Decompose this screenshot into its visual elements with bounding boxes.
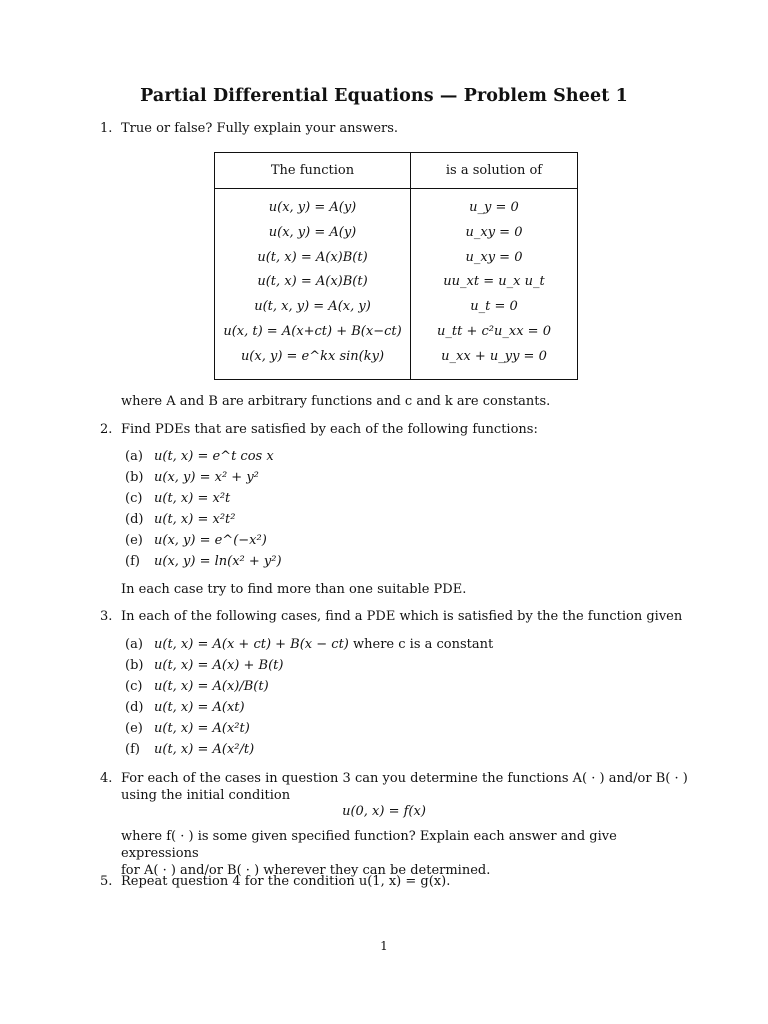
question-number: 4. bbox=[100, 771, 113, 786]
table-header-rule bbox=[215, 188, 577, 189]
list-item bbox=[125, 636, 665, 657]
question-2-footer: In each case try to find more than one suitable PDE. bbox=[121, 582, 467, 597]
question-number: 2. bbox=[100, 422, 113, 437]
item-label: (e) bbox=[125, 533, 143, 548]
item-label: (d) bbox=[125, 512, 144, 527]
question-2 bbox=[102, 421, 682, 438]
list-item bbox=[125, 532, 665, 553]
table-header-solution: is a solution of bbox=[445, 163, 543, 178]
function-cell: u(x, y) = A(y) bbox=[268, 225, 357, 240]
page-number: 1 bbox=[380, 939, 388, 953]
item-expression: u(x, y) = x² + y² bbox=[154, 470, 259, 485]
table-row bbox=[215, 200, 577, 220]
item-label: (e) bbox=[125, 721, 143, 736]
function-cell: u(x, t) = A(x+ct) + B(x−ct) bbox=[223, 324, 402, 339]
item-label: (a) bbox=[125, 637, 143, 652]
solutions-table bbox=[214, 152, 578, 380]
list-item bbox=[125, 553, 665, 574]
list-item bbox=[125, 741, 665, 762]
list-item bbox=[125, 678, 665, 699]
item-label: (c) bbox=[125, 679, 143, 694]
question-1 bbox=[102, 120, 682, 137]
function-cell: u(t, x, y) = A(x, y) bbox=[254, 299, 371, 314]
question-text: Find PDEs that are satisfied by each of the following functions: bbox=[121, 422, 538, 437]
question-text-line-4: for A( · ) and/or B( · ) wherever they can be determined. bbox=[121, 863, 491, 878]
question-number: 1. bbox=[100, 121, 113, 136]
item-label: (a) bbox=[125, 449, 143, 464]
item-expression: u(t, x) = A(xt) bbox=[154, 700, 245, 715]
question-5 bbox=[102, 873, 682, 890]
table-row bbox=[215, 324, 577, 344]
question-4 bbox=[102, 770, 722, 804]
item-expression: u(t, x) = x²t bbox=[154, 491, 231, 506]
list-item bbox=[125, 657, 665, 678]
question-text-line-2: using the initial condition bbox=[121, 788, 291, 803]
equation-cell: uu_xt = u_x u_t bbox=[443, 274, 545, 289]
question-number: 3. bbox=[100, 609, 113, 624]
item-label: (c) bbox=[125, 491, 143, 506]
question-text: True or false? Fully explain your answers. bbox=[121, 121, 399, 136]
equation-cell: u_xx + u_yy = 0 bbox=[441, 349, 547, 364]
initial-condition-equation: u(0, x) = f(x) bbox=[342, 804, 426, 819]
list-item bbox=[125, 720, 665, 741]
question-3-items bbox=[125, 636, 665, 762]
question-text-line-1: For each of the cases in question 3 can you determine the functions A( · ) and/or B( · ) bbox=[121, 771, 688, 786]
question-2-items bbox=[125, 448, 665, 574]
function-cell: u(t, x) = A(x)B(t) bbox=[257, 250, 368, 265]
item-expression: u(t, x) = e^t cos x bbox=[154, 449, 274, 464]
function-cell: u(x, y) = e^kx sin(ky) bbox=[240, 349, 385, 364]
question-text-line-3: where f( · ) is some given specified function? Explain each answer and give expressions bbox=[121, 829, 617, 861]
question-text: Repeat question 4 for the condition u(1, x) = g(x). bbox=[121, 874, 451, 889]
question-4-continued bbox=[121, 828, 681, 879]
function-cell: u(x, y) = A(y) bbox=[268, 200, 357, 215]
item-expression-text: u(t, x) = A(x + ct) + B(x − ct) bbox=[154, 637, 349, 652]
item-expression: u(x, y) = ln(x² + y²) bbox=[154, 554, 282, 569]
list-item bbox=[125, 469, 665, 490]
equation-cell: u_t = 0 bbox=[470, 299, 518, 314]
item-expression: u(x, y) = e^(−x²) bbox=[154, 533, 267, 548]
table-row bbox=[215, 349, 577, 369]
item-expression: u(t, x) = x²t² bbox=[154, 512, 236, 527]
question-1-footnote: where A and B are arbitrary functions and c and k are constants. bbox=[121, 394, 551, 409]
item-expression: u(t, x) = A(x) + B(t) bbox=[154, 658, 284, 673]
question-text: In each of the following cases, find a PDE which is satisfied by the the function given bbox=[121, 609, 683, 624]
question-number: 5. bbox=[100, 874, 113, 889]
function-cell: u(t, x) = A(x)B(t) bbox=[257, 274, 368, 289]
page-title: Partial Differential Equations — Problem Sheet 1 bbox=[140, 86, 628, 106]
item-expression: u(t, x) = A(x²/t) bbox=[154, 742, 255, 757]
table-row bbox=[215, 274, 577, 294]
item-expression: u(t, x) = A(x²t) bbox=[154, 721, 250, 736]
item-note: where c is a constant bbox=[353, 637, 494, 652]
item-label: (d) bbox=[125, 700, 144, 715]
table-header-function: The function bbox=[270, 163, 355, 178]
list-item bbox=[125, 448, 665, 469]
item-label: (f) bbox=[125, 742, 140, 757]
equation-cell: u_xy = 0 bbox=[465, 225, 523, 240]
table-row bbox=[215, 299, 577, 319]
equation-cell: u_y = 0 bbox=[469, 200, 519, 215]
list-item bbox=[125, 490, 665, 511]
table-row bbox=[215, 250, 577, 270]
item-label: (b) bbox=[125, 658, 144, 673]
item-label: (b) bbox=[125, 470, 144, 485]
item-label: (f) bbox=[125, 554, 140, 569]
item-expression: u(t, x) = A(x)/B(t) bbox=[154, 679, 269, 694]
question-3 bbox=[102, 608, 722, 625]
table-row bbox=[215, 225, 577, 245]
equation-cell: u_xy = 0 bbox=[465, 250, 523, 265]
list-item bbox=[125, 699, 665, 720]
item-expression bbox=[154, 636, 493, 653]
equation-cell: u_tt + c²u_xx = 0 bbox=[437, 324, 551, 339]
list-item bbox=[125, 511, 665, 532]
